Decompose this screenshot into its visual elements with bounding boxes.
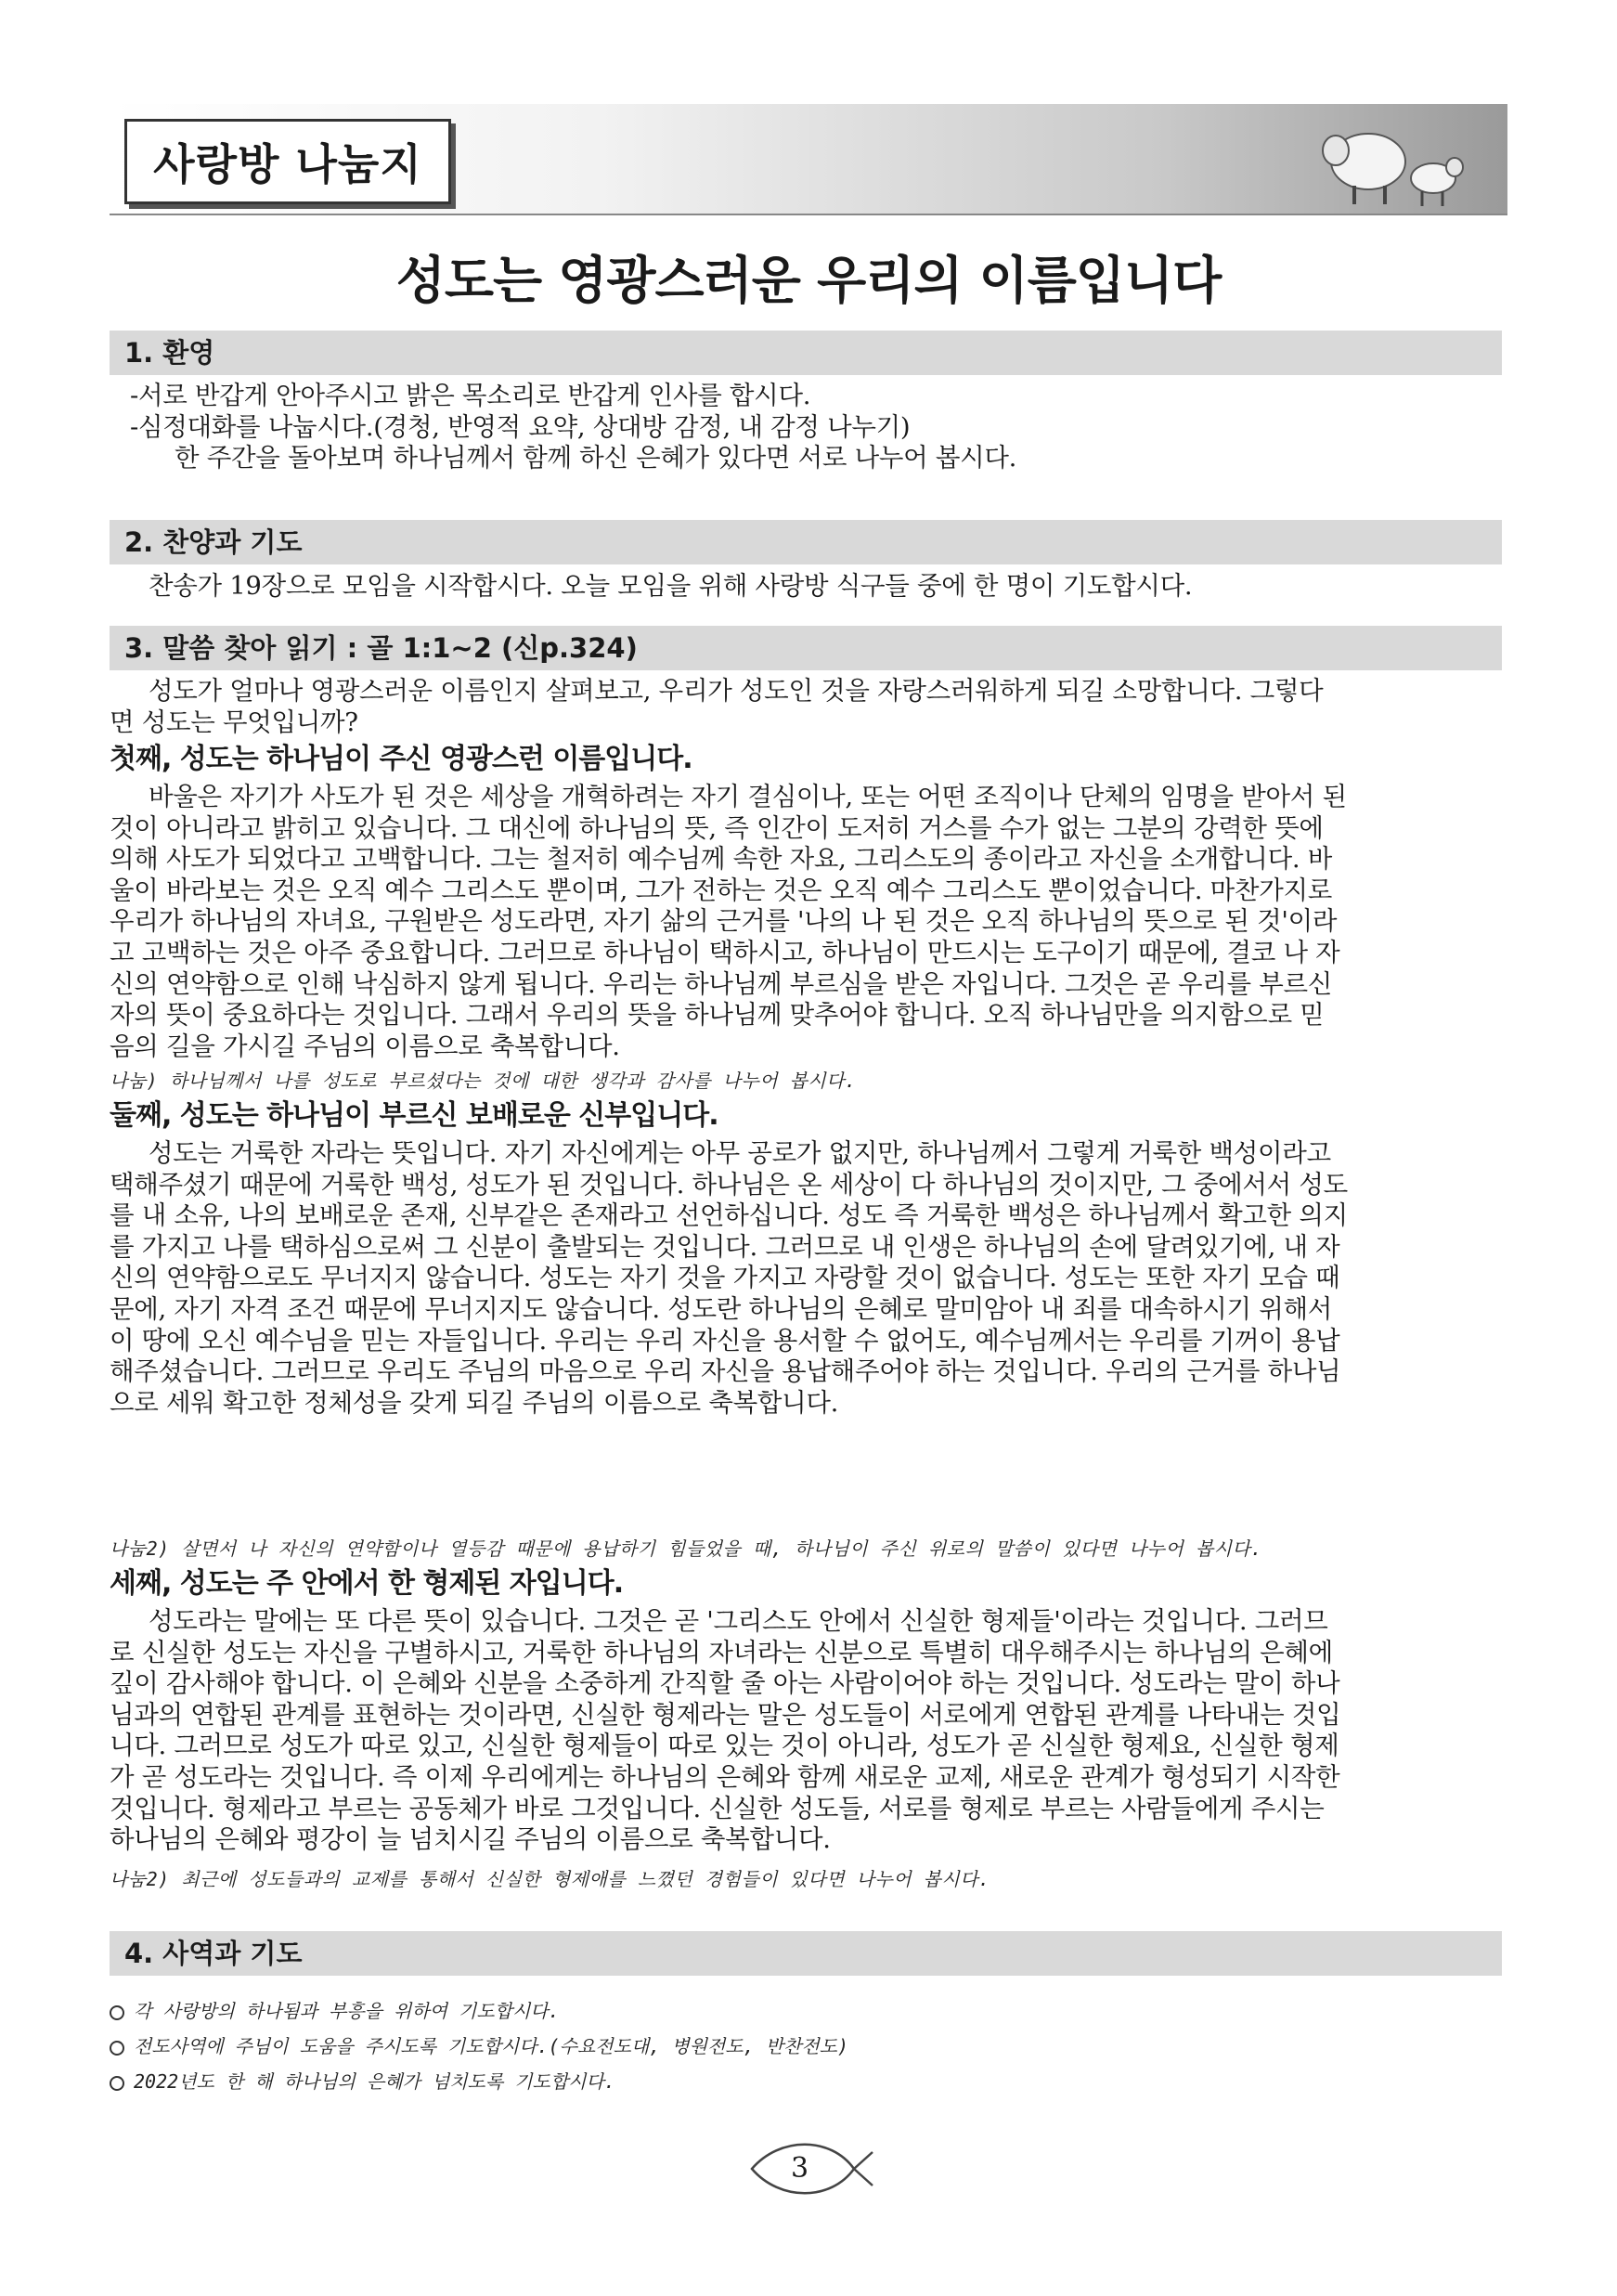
section-heading-praise: 2. 찬양과 기도 (110, 520, 1502, 564)
section-heading-welcome: 1. 환영 (110, 331, 1502, 375)
point1-line: 자의 뜻이 중요하다는 것입니다. 그래서 우리의 뜻을 하나님께 맞추어야 합니다. 오직 하나님만을 의지함으로 믿 (110, 1000, 1325, 1031)
point1-note: 나눔) 하나님께서 나를 성도로 부르셨다는 것에 대한 생각과 감사를 나누어 봅시다. (110, 1070, 857, 1092)
sheep-illustration (1294, 104, 1507, 214)
point3-title: 세째, 성도는 주 안에서 한 형제된 자입니다. (110, 1567, 624, 1600)
point2-line: 이 땅에 오신 예수님을 믿는 자들입니다. 우리는 우리 자신을 용서할 수 없어도, 예수님께서는 우리를 기꺼이 용납 (110, 1325, 1340, 1356)
point1-line: 의해 사도가 되었다고 고백합니다. 그는 철저히 예수님께 속한 자요, 그리스도의 종이라고 자신을 소개합니다. 바 (110, 844, 1332, 875)
welcome-text (130, 381, 1504, 474)
point2-line: 으로 세워 확고한 정체성을 갖게 되길 주님의 이름으로 축복합니다. (110, 1387, 839, 1418)
point2-line: 성도는 거룩한 자라는 뜻입니다. 자기 자신에게는 아무 공로가 없지만, 하나님께서 그렇게 거룩한 백성이라고 (149, 1138, 1331, 1168)
section-heading-word: 3. 말씀 찾아 읽기 : 골 1:1~2 (신p.324) (110, 626, 1502, 670)
point2-line: 를 가지고 나를 택하심으로써 그 신분이 출발되는 것입니다. 그러므로 내 인생은 하나님의 손에 달려있기에, 내 자 (110, 1231, 1340, 1262)
prayer-item-text: 전도사역에 주님이 도움을 주시도록 기도합시다.(수요전도대, 병원전도, 반찬전도) (134, 2035, 849, 2057)
praise-text (149, 571, 1504, 603)
welcome-line: -심정대화를 나눕시다.(경청, 반영적 요약, 상대방 감정, 내 감정 나누기) (130, 411, 911, 442)
prayer-item (110, 1996, 560, 2023)
bullet-circle-icon (110, 2005, 124, 2020)
point3-line: 니다. 그러므로 성도가 따로 있고, 신실한 형제들이 따로 있는 것이 아니라, 성도가 곧 신실한 형제요, 신실한 형제 (110, 1731, 1339, 1761)
point2-line: 문에, 자기 자격 조건 때문에 무너지지도 않습니다. 성도란 하나님의 은혜로 말미암아 내 죄를 대속하시기 위해서 (110, 1293, 1332, 1324)
point1-line: 우리가 하나님의 자녀요, 구원받은 성도라면, 자기 삶의 근거를 '나의 나 된 것은 오직 하나님의 뜻으로 된 것'이라 (110, 906, 1338, 937)
intro-line: 면 성도는 무엇입니까? (110, 707, 358, 737)
bullet-circle-icon (110, 2076, 124, 2091)
bullet-circle-icon (110, 2041, 124, 2056)
prayer-item (110, 2031, 848, 2058)
point2-line: 택해주셨기 때문에 거룩한 백성, 성도가 된 것입니다. 하나님은 온 세상이 다 하나님의 것이지만, 그 중에서서 성도 (110, 1169, 1348, 1200)
point2-line: 해주셨습니다. 그러므로 우리도 주님의 마음으로 우리 자신을 용납해주어야 하는 것입니다. 우리의 근거를 하나님 (110, 1356, 1341, 1387)
point2-line: 신의 연약함으로도 무너지지 않습니다. 성도는 자기 것을 가지고 자랑할 것이 없습니다. 성도는 또한 자기 모습 때 (110, 1263, 1340, 1293)
point1-body (110, 782, 1507, 1062)
header-label: 사랑방 나눔지 (124, 119, 451, 204)
point2-line: 를 내 소유, 나의 보배로운 존재, 신부같은 존재라고 선언하십니다. 성도 즉 거룩한 백성은 하나님께서 확고한 의지 (110, 1200, 1348, 1231)
point3-line: 가 곧 성도라는 것입니다. 즉 이제 우리에게는 하나님의 은혜와 함께 새로운 교제, 새로운 관계가 형성되기 시작한 (110, 1761, 1340, 1792)
point1-line: 울이 바라보는 것은 오직 예수 그리스도 뿐이며, 그가 전하는 것은 오직 예수 그리스도 뿐이었습니다. 마찬가지로 (110, 875, 1332, 905)
point3-line: 것입니다. 형제라고 부르는 공동체가 바로 그것입니다. 신실한 성도들, 서로를 형제로 부르는 사람들에게 주시는 (110, 1793, 1325, 1823)
welcome-line: -서로 반갑게 안아주시고 밝은 목소리로 반갑게 인사를 합시다. (130, 381, 811, 410)
point3-line: 하나님의 은혜와 평강이 늘 넘치시길 주님의 이름으로 축복합니다. (110, 1824, 831, 1855)
prayer-item (110, 2067, 615, 2094)
point3-note: 나눔2) 최근에 성도들과의 교제를 통해서 신실한 형제애를 느꼈던 경험들이 있다면 나누어 봅시다. (110, 1868, 990, 1890)
point2-note: 나눔2) 살면서 나 자신의 연약함이나 열등감 때문에 용납하기 힘들었을 때, 하나님이 주신 위로의 말씀이 있다면 나누어 봅시다. (110, 1537, 1262, 1560)
point1-title: 첫째, 성도는 하나님이 주신 영광스런 이름입니다. (110, 743, 692, 775)
welcome-line: 한 주간을 돌아보며 하나님께서 함께 하신 은혜가 있다면 서로 나누어 봅시다. (175, 443, 1017, 473)
section-heading-ministry: 4. 사역과 기도 (110, 1931, 1502, 1976)
point3-body (110, 1606, 1507, 1856)
point2-body (110, 1138, 1507, 1419)
word-intro (110, 676, 1507, 738)
page-number: 3 (791, 2152, 809, 2185)
page-title: 성도는 영광스러운 우리의 이름입니다 (395, 251, 1222, 310)
point1-line: 바울은 자기가 사도가 된 것은 세상을 개혁하려는 자기 결심이나, 또는 어떤 조직이나 단체의 임명을 받아서 된 (149, 782, 1347, 811)
prayer-item-text: 각 사랑방의 하나됨과 부흥을 위하여 기도합시다. (134, 2000, 560, 2022)
point1-line: 고 고백하는 것은 아주 중요합니다. 그러므로 하나님이 택하시고, 하나님이 만드시는 도구이기 때문에, 결코 나 자 (110, 937, 1340, 967)
point2-title: 둘째, 성도는 하나님이 부르신 보배로운 신부입니다. (110, 1099, 718, 1132)
point3-line: 성도라는 말에는 또 다른 뜻이 있습니다. 그것은 곧 '그리스도 안에서 신실한 형제들'이라는 것입니다. 그러므 (149, 1606, 1328, 1636)
point1-line: 음의 길을 가시길 주님의 이름으로 축복합니다. (110, 1031, 620, 1061)
point1-line: 신의 연약함으로 인해 낙심하지 않게 됩니다. 우리는 하나님께 부르심을 받은 자입니다. 그것은 곧 우리를 부르신 (110, 968, 1332, 999)
point1-line: 것이 아니라고 밝히고 있습니다. 그 대신에 하나님의 뜻, 즉 인간이 도저히 거스를 수가 없는 그분의 강력한 뜻에 (110, 812, 1324, 843)
point3-line: 님과의 연합된 관계를 표현하는 것이라면, 신실한 형제라는 말은 성도들이 서로에게 연합된 관계를 나타내는 것입 (110, 1699, 1341, 1730)
praise-line: 찬송가 19장으로 모임을 시작합시다. 오늘 모임을 위해 사랑방 식구들 중에 한 명이 기도합시다. (149, 571, 1193, 601)
intro-line: 성도가 얼마나 영광스러운 이름인지 살펴보고, 우리가 성도인 것을 자랑스러워하게 되길 소망합니다. 그렇다 (149, 676, 1324, 706)
prayer-item-text: 2022년도 한 해 하나님의 은혜가 넘치도록 기도합시다. (134, 2070, 615, 2093)
point3-line: 로 신실한 성도는 자신을 구별하시고, 거룩한 하나님의 자녀라는 신분으로 특별히 대우해주시는 하나님의 은혜에 (110, 1637, 1333, 1667)
point3-line: 깊이 감사해야 합니다. 이 은혜와 신분을 소중하게 간직할 줄 아는 사람이어야 하는 것입니다. 성도라는 말이 하나 (110, 1668, 1340, 1699)
